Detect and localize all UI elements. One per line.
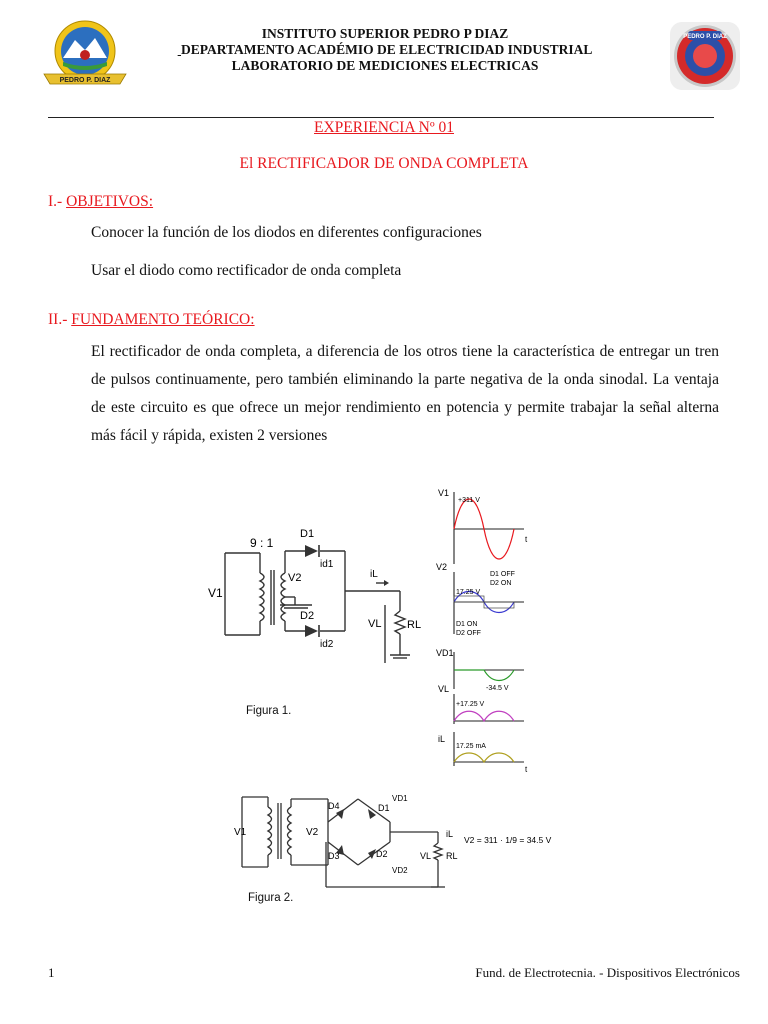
figure1-label-v1: V1 — [208, 586, 223, 600]
axis-label-il: iL — [438, 734, 446, 744]
section-theory-heading: II.- FUNDAMENTO TEÓRICO: — [48, 311, 255, 328]
figure2-caption: Figura 2. — [248, 892, 294, 904]
left-logo-text: PEDRO P. DIAZ — [59, 77, 111, 84]
state-bottom-1: D1 ON — [456, 621, 478, 628]
waveform-panel — [432, 484, 532, 774]
axis-label-vl: VL — [438, 684, 450, 694]
header-institution: INSTITUTO SUPERIOR PEDRO P DIAZ — [261, 26, 509, 41]
figure2-label-d4: D4 — [328, 801, 340, 811]
header-divider — [48, 117, 714, 118]
header-left-logo — [40, 18, 130, 90]
figure1-label-v2: V2 — [288, 572, 302, 584]
v1-axis-t: t — [525, 535, 528, 544]
figure2-equation: V2 = 311 · 1/9 = 34.5 V — [464, 835, 552, 845]
il-peak-label: 17.25 mA — [456, 743, 486, 750]
figure1-label-id1: id1 — [320, 559, 334, 570]
objective-item: Usar el diodo como rectificador de onda completa — [91, 262, 402, 279]
vd1-peak-label: -34.5 V — [486, 685, 509, 692]
state-top-1: D1 OFF — [490, 571, 515, 578]
figure2-label-vd2: VD2 — [392, 866, 408, 875]
figure2-label-v1: V1 — [234, 827, 247, 838]
figure1-label-id2: id2 — [320, 639, 334, 650]
figure1-circuit — [200, 515, 430, 725]
axis-label-vd1: VD1 — [436, 648, 454, 658]
figure1-label-d2: D2 — [300, 610, 315, 622]
objective-item: Conocer la función de los diodos en diferentes configuraciones — [91, 224, 482, 241]
vl-peak-label: +17.25 V — [456, 701, 485, 708]
v2-peak-label: 17.25 V — [456, 589, 481, 596]
waveform-vd1 — [454, 670, 514, 681]
figure2-circuit — [228, 787, 552, 892]
axis-label-v2: V2 — [436, 562, 448, 572]
figure1-label-d1: D1 — [300, 528, 315, 540]
il-axis-t: t — [525, 765, 528, 774]
figure2-label-vl: VL — [420, 851, 432, 861]
section-objectives-heading: I.- OBJETIVOS: — [48, 193, 154, 210]
figure1-label-rl: RL — [407, 619, 422, 631]
figure2-label-rl: RL — [446, 851, 458, 861]
theory-paragraph: El rectificador de onda completa, a diferencia de los otros tiene la característica de entregar un tren de pulsos continuamente, pero también eliminando la parte negativa de la onda sinodal. La ventaja de este circuito es que ofrece un mejor rendimiento en potencia y permite trabajar la señal alterna más fácil y rápida, existen 2 versiones — [91, 343, 719, 444]
state-top-2: D2 ON — [490, 580, 512, 587]
figure1-ratio: 9 : 1 — [250, 536, 274, 550]
header-right-logo — [668, 20, 742, 92]
waveform-il — [454, 753, 514, 762]
figure2-label-d2: D2 — [376, 849, 388, 859]
right-logo-text: PEDRO P. DIAZ — [683, 34, 727, 40]
state-bottom-2: D2 OFF — [456, 630, 481, 637]
document-title: El RECTIFICADOR DE ONDA COMPLETA — [239, 155, 529, 172]
figure1-label-vl: VL — [368, 618, 382, 630]
figure2-label-d1: D1 — [378, 803, 390, 813]
figure2-label-il: iL — [446, 829, 454, 839]
waveform-vl — [454, 711, 514, 721]
figure1-label-il: iL — [370, 569, 378, 580]
figure2-label-d3: D3 — [328, 851, 340, 861]
header-department: DEPARTAMENTO ACADÉMIO DE ELECTRICIDAD INDUSTRIAL — [181, 42, 593, 57]
footer-page-number: 1 — [48, 965, 55, 980]
figure1-caption: Figura 1. — [246, 705, 292, 717]
figure2-label-vd1: VD1 — [392, 794, 408, 803]
v1-peak-label: +311 V — [458, 497, 480, 504]
footer-course: Fund. de Electrotecnia. - Dispositivos Electrónicos — [475, 965, 740, 980]
experience-title: EXPERIENCIA Nº 01 — [314, 119, 454, 136]
header-laboratory: LABORATORIO DE MEDICIONES ELECTRICAS — [231, 58, 539, 73]
figure2-label-v2: V2 — [306, 827, 319, 838]
axis-label-v1: V1 — [438, 488, 450, 498]
